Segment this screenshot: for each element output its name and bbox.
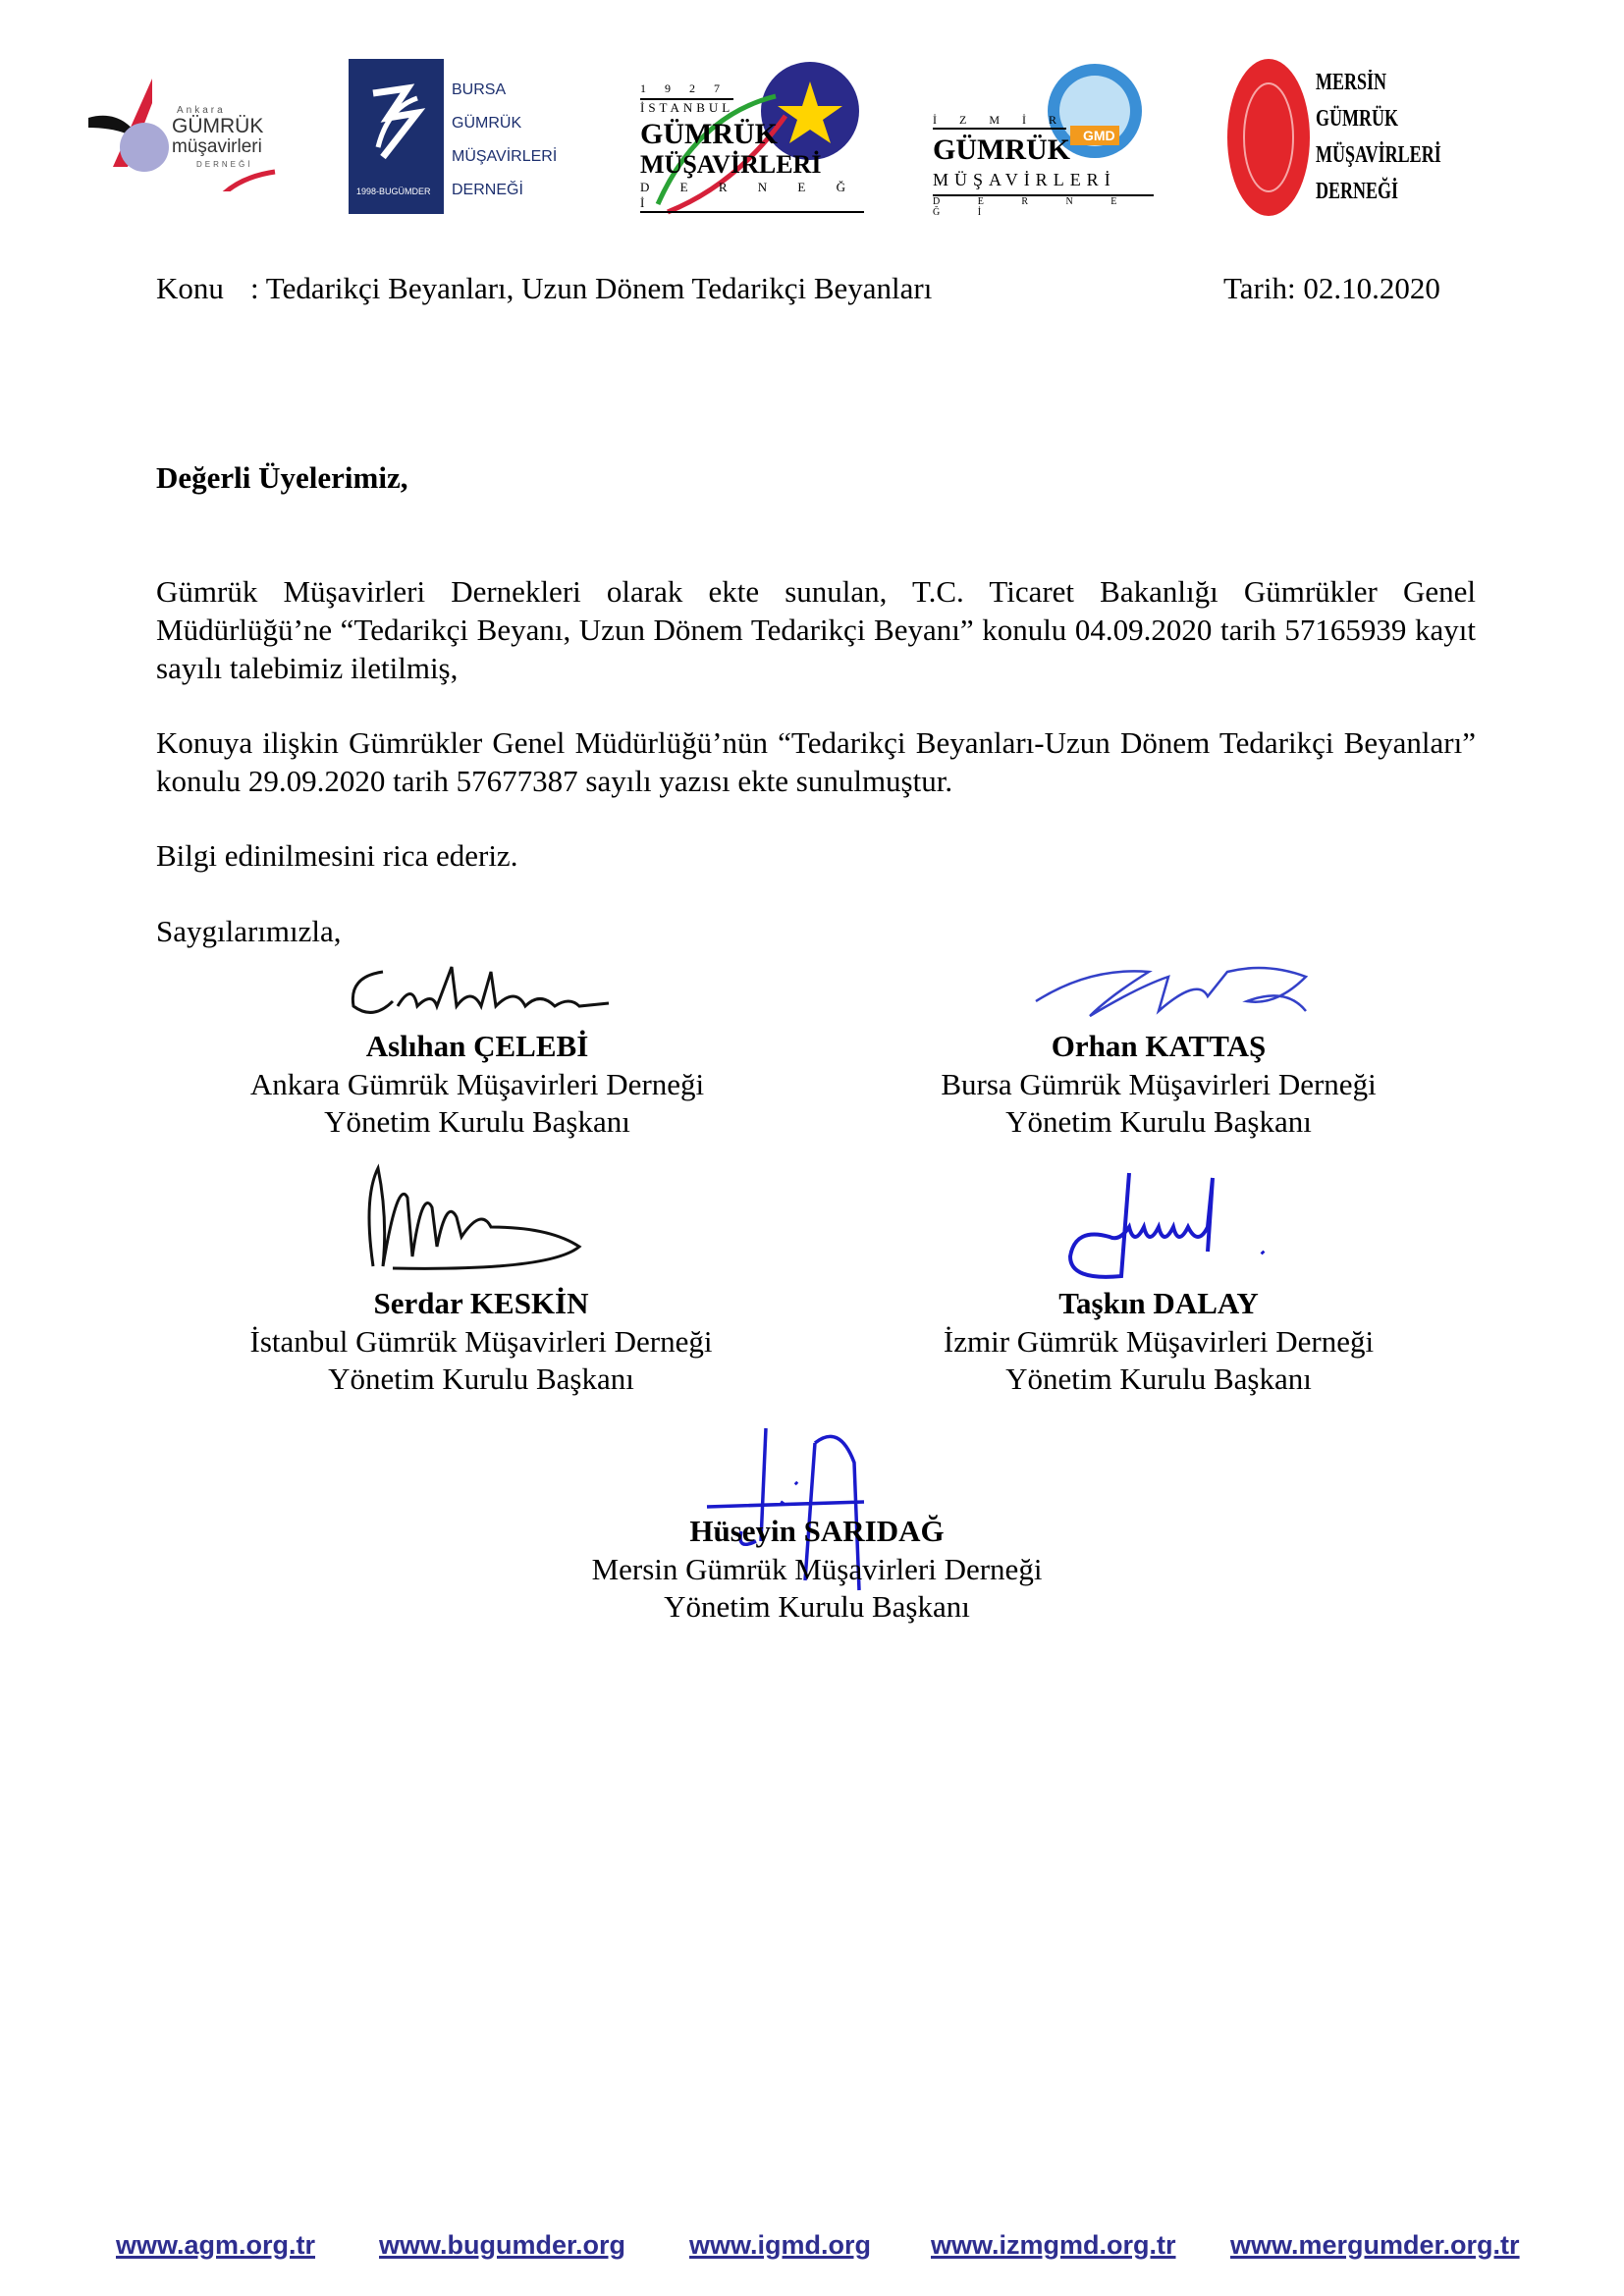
subject-label: Konu [156, 271, 224, 305]
mersin-emblem-icon [1225, 57, 1314, 219]
logo-izmir: GMD İ Z M İ R GÜMRÜK MÜŞAVİRLERİ D E R N E Ğ İ [928, 57, 1154, 219]
paragraph-1: Gümrük Müşavirleri Dernekleri olarak ekte sunulan, T.C. Ticaret Bakanlığı Gümrükler Genel Müdürlüğü’ne “Tedarikçi Beyanı, Uzun Dönem Tedarikçi Beyanı” konulu 04.09.2020 tarih 57165939 kayıt sayılı talebimiz iletilmiş, [156, 574, 1476, 685]
signature-keskin-icon [353, 1158, 589, 1281]
logo-ankara: Ankara GÜMRÜK müşavirleri DERNEĞİ [83, 74, 290, 191]
paragraph-2: Konuya ilişkin Gümrükler Genel Müdürlüğü’nün “Tedarikçi Beyanları-Uzun Dönem Tedarikçi Beyanları” konulu 29.09.2020 tarih 57677387 sayılı yazısı ekte sunulmuştur. [156, 725, 1476, 798]
salutation: Değerli Üyelerimiz, [156, 460, 408, 495]
closing: Saygılarımızla, [156, 914, 342, 948]
signatory-dalay: Taşkın DALAY İzmir Gümrük Müşavirleri Derneği Yönetim Kurulu Başkanı [943, 1286, 1375, 1396]
logo-mersin: MERSİN GÜMRÜK MÜŞAVİRLERİ DERNEĞİ [1225, 57, 1461, 219]
paragraph-3: Bilgi edinilmesini rica ederiz. [156, 838, 518, 873]
signature-dalay-icon [1060, 1168, 1276, 1286]
signatory-keskin: Serdar KESKİN İstanbul Gümrük Müşavirleri Derneği Yönetim Kurulu Başkanı [249, 1286, 713, 1396]
link-agm[interactable]: www.agm.org.tr [116, 2230, 316, 2260]
logo-istanbul: 1 9 2 7 İSTANBUL GÜMRÜK MÜŞAVİRLERİ D E R N E Ğ İ [638, 57, 864, 219]
date: Tarih: 02.10.2020 [1223, 271, 1440, 305]
link-igmd[interactable]: www.igmd.org [689, 2230, 871, 2260]
link-izmgmd[interactable]: www.izmgmd.org.tr [931, 2230, 1176, 2260]
signatory-kattas: Orhan KATTAŞ Bursa Gümrük Müşavirleri Derneği Yönetim Kurulu Başkanı [941, 1029, 1377, 1139]
bursa-emblem-icon: 1998-BUGÜMDER [349, 59, 444, 214]
link-bugumder[interactable]: www.bugumder.org [379, 2230, 626, 2260]
signature-kattas-icon [1031, 957, 1316, 1031]
subject: : Tedarikçi Beyanları, Uzun Dönem Tedarikçi Beyanları [250, 271, 933, 305]
logo-bursa: 1998-BUGÜMDER BURSA GÜMRÜK MÜŞAVİRLERİ DERNEĞİ [349, 59, 545, 214]
signature-celebi-icon [344, 962, 619, 1031]
signatory-saridag: Hüseyin SARIDAĞ Mersin Gümrük Müşavirleri Derneği Yönetim Kurulu Başkanı [591, 1514, 1043, 1624]
link-mergumder[interactable]: www.mergumder.org.tr [1230, 2230, 1520, 2260]
signatory-celebi: Aslıhan ÇELEBİ Ankara Gümrük Müşavirleri Derneği Yönetim Kurulu Başkanı [249, 1029, 705, 1139]
